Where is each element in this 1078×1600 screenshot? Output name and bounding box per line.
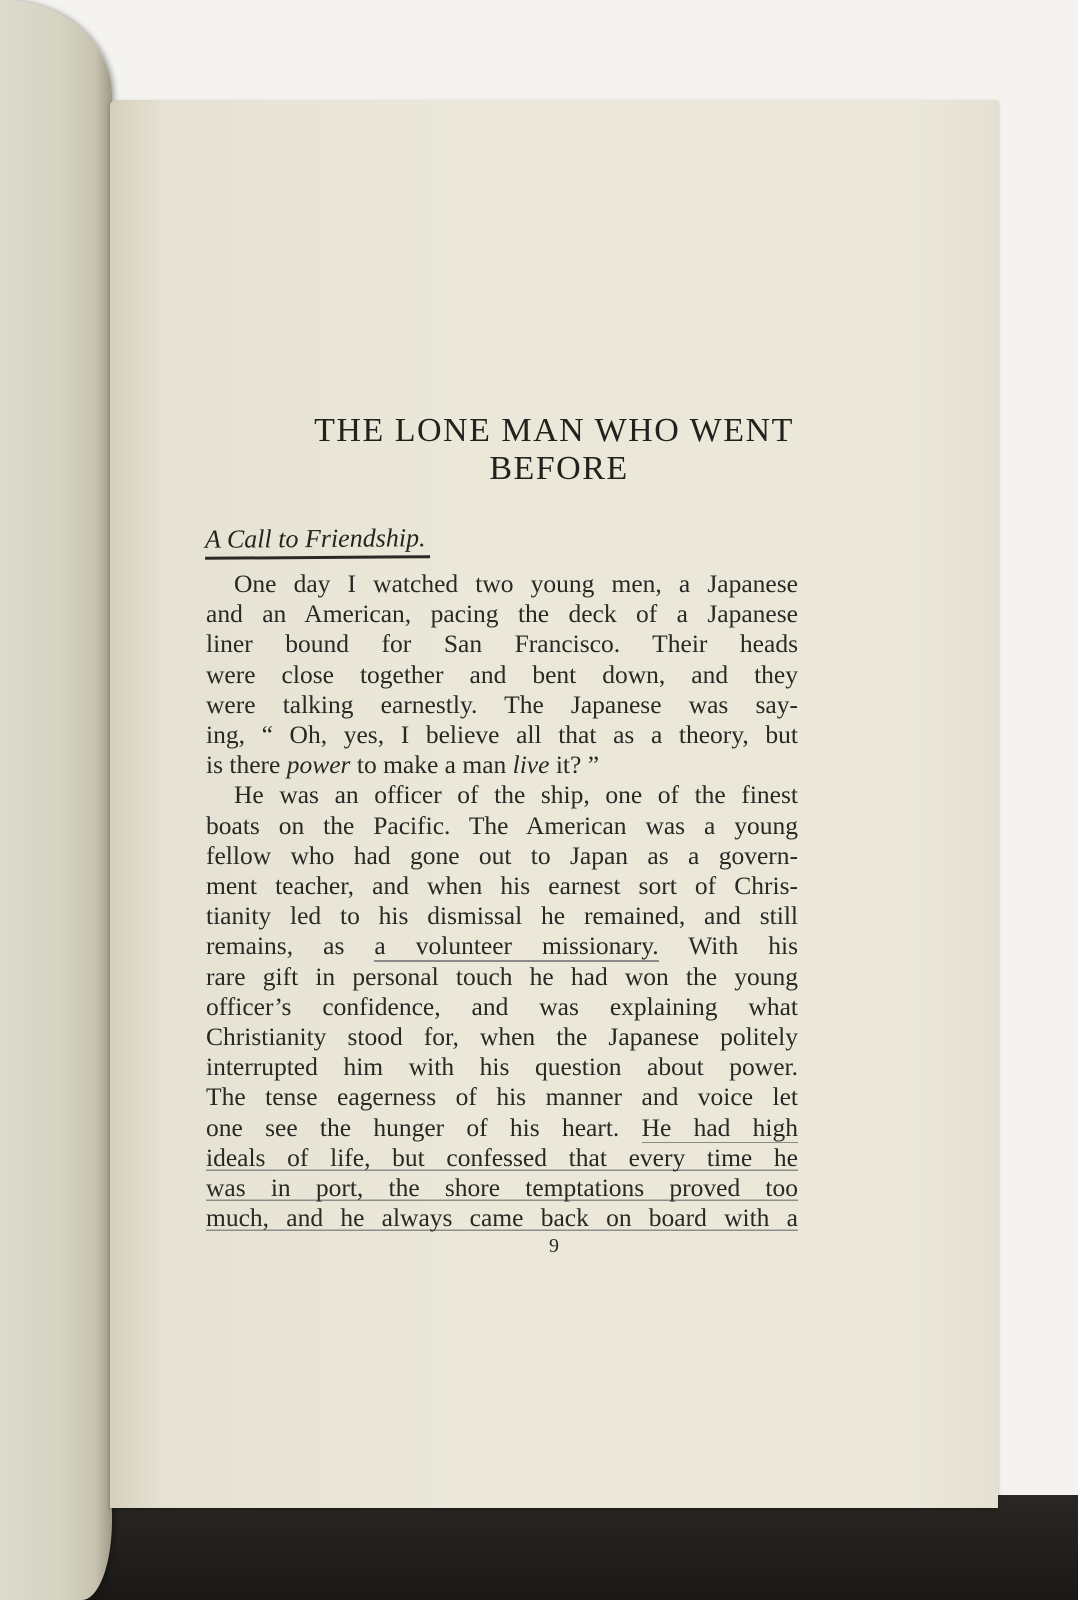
chapter-title-line2: BEFORE — [489, 450, 629, 487]
text-line: tianity led to his dismissal he remained, and still — [206, 901, 798, 931]
text-line: boats on the Pacific. The American was a young — [206, 810, 798, 840]
section-heading: A Call to Friendship. — [205, 523, 430, 560]
text-run: is there — [206, 750, 287, 780]
emphasis-power: power — [286, 750, 351, 780]
pencil-underline: He had high — [641, 1112, 798, 1142]
text-run: With his — [658, 931, 798, 961]
text-line — [206, 962, 798, 992]
body-text — [206, 569, 798, 1233]
book-binding-shadow — [60, 1495, 1078, 1600]
emphasis-live: live — [512, 750, 550, 780]
text-line: He was an officer of the ship, one of the finest — [234, 780, 798, 810]
text-run: rare gift in — [206, 961, 353, 991]
text-line-underlined: much, and he always came back on board with a — [206, 1203, 798, 1233]
text-line: One day I watched two young men, a Japanese — [234, 569, 798, 598]
chapter-title-line1: THE LONE MAN WHO WENT — [314, 412, 794, 449]
text-run: he had won the young — [512, 961, 798, 991]
text-line: ment teacher, and when his earnest sort of Chris- — [206, 871, 798, 901]
text-line: ing, “ Oh, yes, I believe all that as a theory, but — [206, 720, 798, 750]
text-run: remains, as — [206, 931, 375, 961]
pencil-overline: personal touch — [352, 961, 513, 991]
text-run: one see the hunger of his heart. — [206, 1112, 642, 1142]
page-number: 9 — [549, 1235, 559, 1257]
text-line: were close together and bent down, and they — [206, 659, 798, 689]
text-line — [206, 931, 798, 961]
text-line: fellow who had gone out to Japan as a govern- — [206, 840, 798, 870]
text-line: and an American, pacing the deck of a Japanese — [206, 599, 798, 629]
text-line — [206, 1113, 798, 1143]
left-page-edge — [0, 0, 112, 1600]
text-line-underlined: was in port, the shore temptations proved too — [206, 1173, 798, 1203]
pencil-underline: a volunteer missionary. — [374, 931, 659, 961]
text-line: officer’s confidence, and was explaining what — [206, 991, 798, 1021]
text-line: interrupted him with his question about power. — [206, 1052, 798, 1082]
text-line — [206, 750, 798, 780]
text-line: The tense eagerness of his manner and voice let — [206, 1082, 798, 1112]
text-run: to make a man — [350, 750, 513, 780]
text-run: it? ” — [549, 750, 600, 780]
book-page — [110, 100, 998, 1508]
text-line: liner bound for San Francisco. Their heads — [206, 629, 798, 659]
text-line: Christianity stood for, when the Japanese politely — [206, 1022, 798, 1052]
text-line-underlined: ideals of life, but confessed that every time he — [206, 1142, 798, 1172]
chapter-title — [110, 412, 998, 488]
text-line: were talking earnestly. The Japanese was say- — [206, 689, 798, 719]
